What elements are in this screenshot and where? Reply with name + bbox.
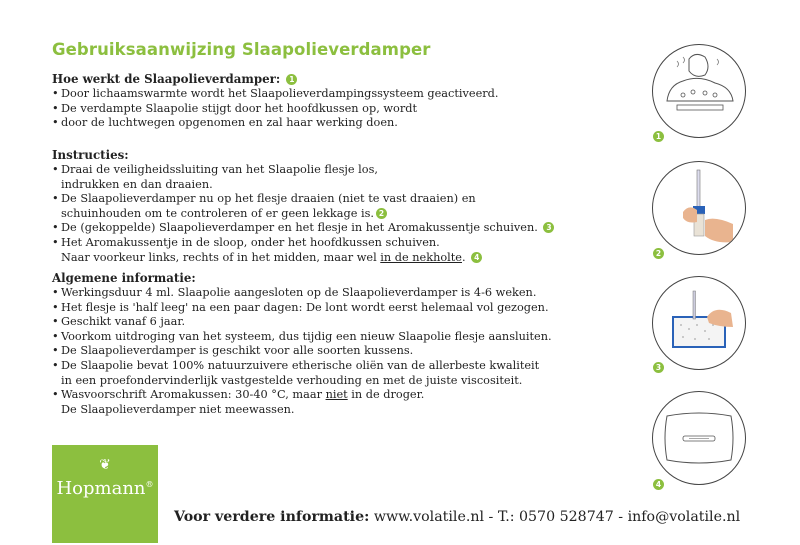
illustration-number: 4 [653, 479, 664, 490]
illustration-number: 3 [653, 362, 664, 373]
list-item: • Werkingsduur 4 ml. Slaapolie aangesloten op de Slaapolieverdamper is 4-6 weken. [52, 286, 552, 301]
list-item: • De Slaapolieverdamper is geschikt voor alle soorten kussens. [52, 344, 552, 359]
illustration-bottle-icon [652, 161, 746, 255]
list-item: • De Slaapolie bevat 100% natuurzuivere etherische oliën van de allerbeste kwaliteit in een proefondervinderlijk vastgestelde verhouding en met de juiste viscositeit. [52, 359, 552, 388]
list-item: • De Slaapolieverdamper nu op het flesje draaien (niet te vast draaien) en schuinhouden om te controleren of er geen lekkage is. 2 [52, 192, 554, 221]
general-heading: Algemene informatie: [52, 271, 196, 285]
step-badge: 3 [543, 222, 554, 233]
list-item: • Draai de veiligheidssluiting van het Slaapolie flesje los, indrukken en dan draaien. [52, 163, 554, 192]
list-item: • Geschikt vanaf 6 jaar. [52, 315, 552, 330]
contact-footer: Voor verdere informatie: www.volatile.nl - T.: 0570 528747 - info@volatile.nl [174, 509, 741, 525]
instructions-section [52, 148, 554, 265]
illustration-pillow-icon [652, 391, 746, 485]
list-item: • Door lichaamswarmte wordt het Slaapolieverdampingssysteem geactiveerd. [52, 87, 498, 102]
general-info-section [52, 271, 552, 417]
instructions-heading: Instructies: [52, 148, 129, 162]
step-badge: 2 [376, 208, 387, 219]
illustration-number: 2 [653, 248, 664, 259]
list-item: • Voorkom uitdroging van het systeem, dus tijdig een nieuw Slaapolie flesje aansluiten. [52, 330, 552, 345]
underlined-text: niet [325, 388, 348, 402]
step-badge: 4 [471, 252, 482, 263]
list-item: • De verdampte Slaapolie stijgt door het hoofdkussen op, wordt [52, 102, 498, 117]
list-item: • Het Aromakussentje in de sloop, onder het hoofdkussen schuiven. Naar voorkeur links, rechts of in het midden, maar wel in de nekholte. 4 [52, 236, 554, 265]
list-item: • De (gekoppelde) Slaapolieverdamper en het flesje in het Aromakussentje schuiven. 3 [52, 221, 554, 236]
list-item: • Wasvoorschrift Aromakussen: 30-40 °C, maar niet in de droger. De Slaapolieverdamper niet meewassen. [52, 388, 552, 417]
underlined-text: in de nekholte [380, 250, 462, 264]
list-item-continued: • door de luchtwegen opgenomen en zal haar werking doen. [52, 116, 498, 131]
list-item: • Het flesje is 'half leeg' na een paar dagen: De lont wordt eerst helemaal vol gezogen. [52, 301, 552, 316]
logo-mark-icon: ❦ [99, 457, 111, 473]
how-it-works-section [52, 72, 498, 131]
page-title: Gebruiksaanwijzing Slaapolieverdamper [52, 40, 431, 59]
illustration-aroma-cushion-icon [652, 276, 746, 370]
illustration-number: 1 [653, 131, 664, 142]
hopmann-logo: ❦ Hopmann® [52, 445, 158, 543]
step-badge: 1 [286, 74, 297, 85]
how-heading: Hoe werkt de Slaapolieverdamper: 1 [52, 72, 498, 87]
illustration-body-heat-icon [652, 44, 746, 138]
